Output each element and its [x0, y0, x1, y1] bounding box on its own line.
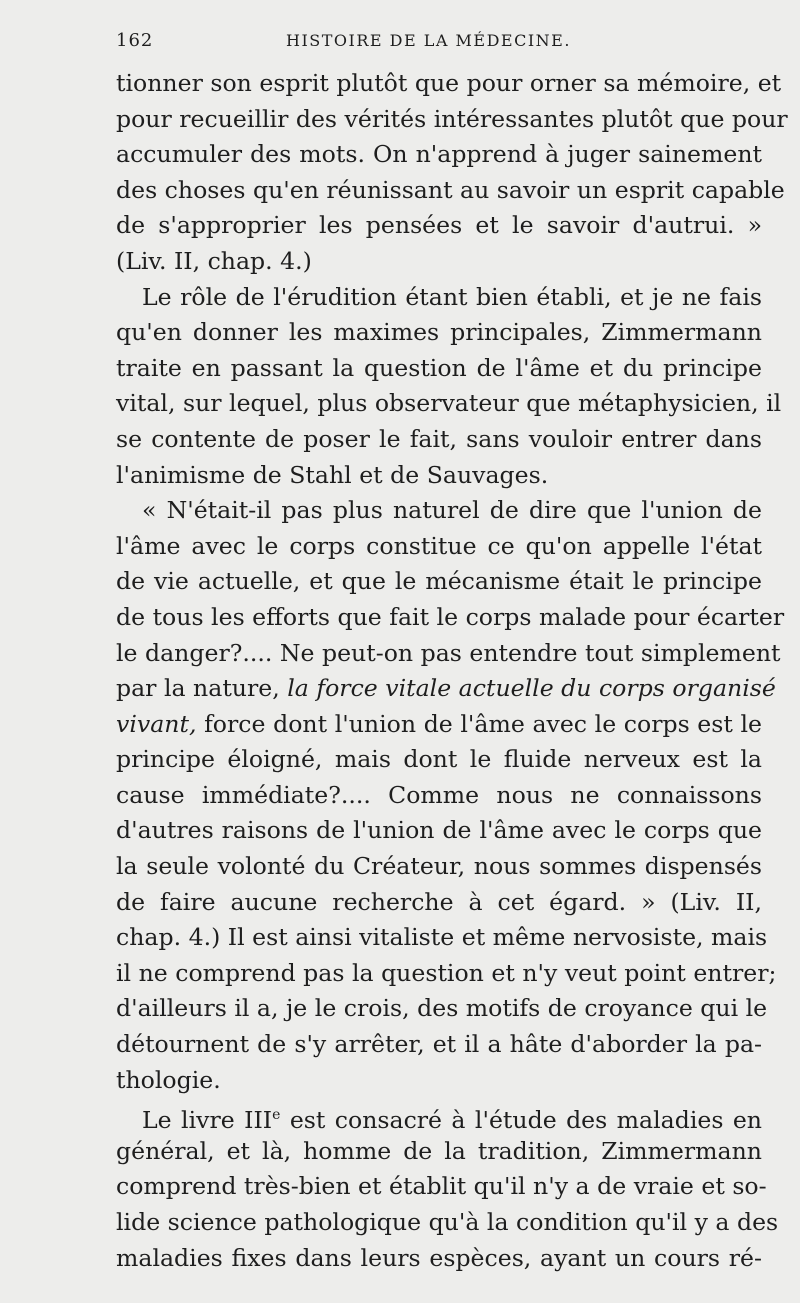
text-line: général, et là, homme de la tradition, Zimmermann	[116, 1136, 762, 1165]
text-line: l'animisme de Stahl et de Sauvages.	[116, 460, 549, 489]
text-line	[116, 707, 762, 743]
text-line: accumuler des mots. On n'apprend à juger sainement	[116, 140, 762, 169]
superscript: e	[272, 1107, 281, 1124]
text-line: traite en passant la question de l'âme et du principe	[116, 353, 762, 382]
page-number: 162	[116, 30, 154, 51]
text-segment: force dont l'union de l'âme avec le corps est le	[204, 709, 762, 738]
text-segment: par la nature,	[116, 674, 280, 703]
text-line: de vie actuelle, et que le mécanisme était le principe	[116, 567, 762, 596]
text-line: principe éloigné, mais dont le fluide nerveux est la	[116, 745, 762, 774]
text-line: (Liv. II, chap. 4.)	[116, 246, 312, 275]
text-line: de faire aucune recherche à cet égard. » (Liv. II,	[116, 887, 762, 916]
text-line	[116, 1098, 762, 1134]
text-line: Le rôle de l'érudition étant bien établi, et je ne fais	[142, 282, 762, 311]
text-line: pour recueillir des vérités intéressantes plutôt que pour	[116, 104, 788, 133]
text-line: thologie.	[116, 1065, 221, 1094]
text-line: d'ailleurs il a, je le crois, des motifs de croyance qui le	[116, 994, 768, 1023]
text-line: de tous les efforts que fait le corps malade pour écarter	[116, 602, 785, 631]
text-line: maladies fixes dans leurs espèces, ayant un cours ré-	[116, 1243, 762, 1272]
italic-phrase: la force vitale actuelle du corps organisé	[287, 674, 776, 703]
text-line: chap. 4.) Il est ainsi vitaliste et même nervosiste, mais	[116, 923, 768, 952]
text-line: détournent de s'y arrêter, et il a hâte d'aborder la pa-	[116, 1030, 762, 1059]
italic-word: vivant,	[116, 709, 197, 738]
text-line: qu'en donner les maximes principales, Zimmermann	[116, 318, 762, 347]
text-line: le danger?.... Ne peut-on pas entendre tout simplement	[116, 638, 781, 667]
text-line: l'âme avec le corps constitue ce qu'on appelle l'état	[116, 531, 762, 560]
text-line: la seule volonté du Créateur, nous sommes dispensés	[116, 852, 762, 881]
text-line	[116, 671, 776, 707]
text-line: il ne comprend pas la question et n'y veut point entrer;	[116, 958, 777, 987]
text-segment: Le livre III	[142, 1106, 273, 1135]
text-line: « N'était-il pas plus naturel de dire que l'union de	[142, 496, 762, 525]
text-line: cause immédiate?.... Comme nous ne connaissons	[116, 780, 762, 809]
text-segment: est consacré à l'étude des maladies en	[289, 1106, 763, 1135]
text-line: lide science pathologique qu'à la condition qu'il y a des	[116, 1208, 779, 1236]
text-line: se contente de poser le fait, sans vouloir entrer dans	[116, 424, 762, 453]
text-line: tionner son esprit plutôt que pour orner sa mémoire, et	[116, 69, 782, 97]
text-line: de s'approprier les pensées et le savoir d'autrui. »	[116, 211, 762, 240]
running-title: HISTOIRE DE LA MÉDECINE.	[286, 31, 571, 50]
text-line: des choses qu'en réunissant au savoir un esprit capable	[116, 175, 785, 204]
page-header	[116, 30, 762, 66]
text-line: d'autres raisons de l'union de l'âme avec le corps que	[116, 816, 762, 845]
text-line: vital, sur lequel, plus observateur que métaphysicien, il	[116, 389, 782, 418]
text-line: comprend très-bien et établit qu'il n'y a de vraie et so-	[116, 1172, 767, 1201]
body-text	[116, 66, 788, 1276]
